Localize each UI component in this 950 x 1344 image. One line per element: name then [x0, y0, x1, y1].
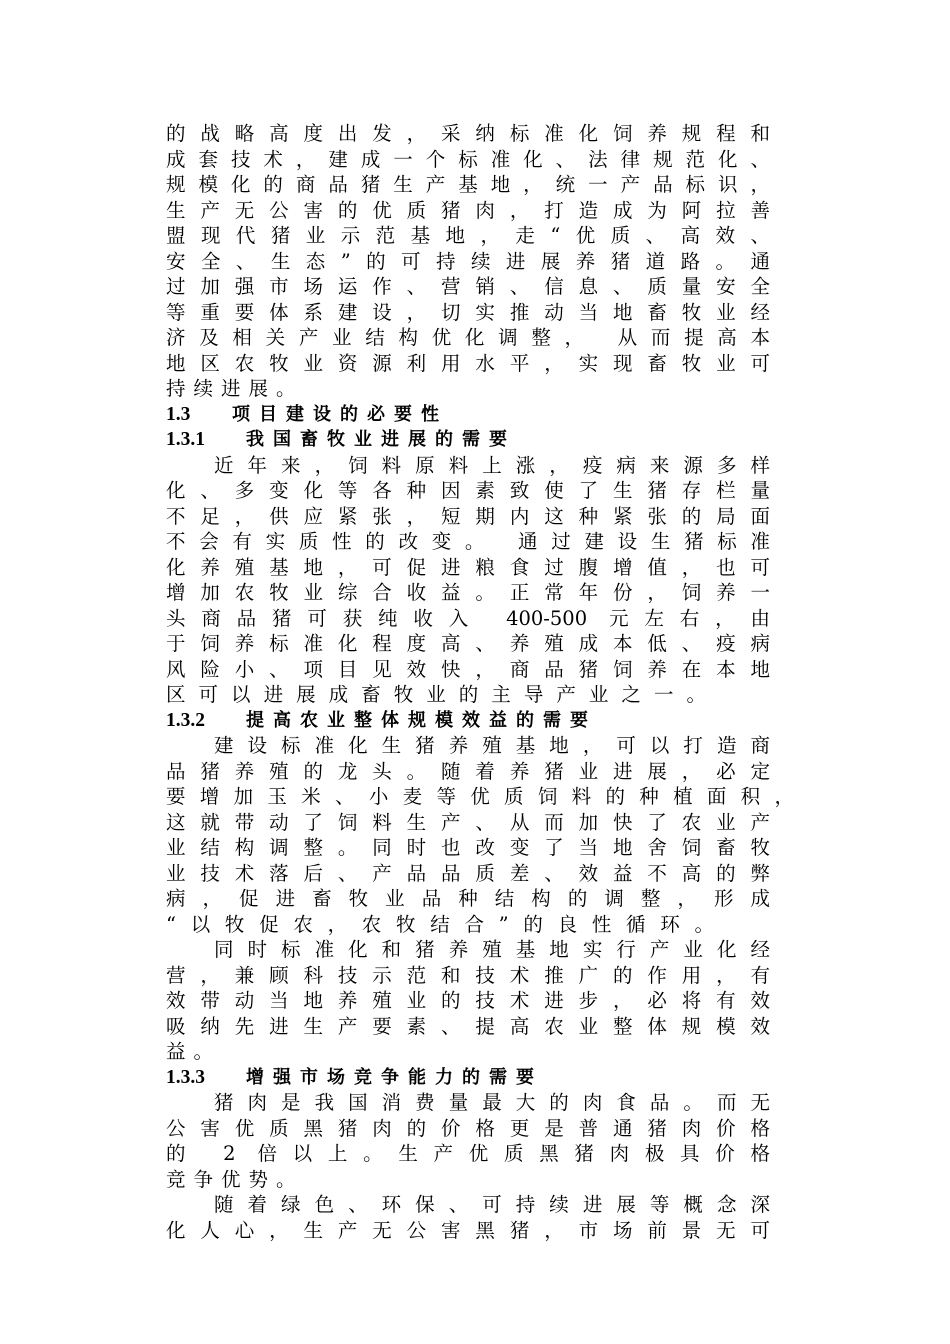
text-line: 业结构调整。同时也改变了当地舍饲畜牧	[166, 836, 770, 859]
section-heading-1-3	[166, 402, 806, 428]
text-line: 等重要体系建设，切实推动当地畜牧业经	[166, 300, 770, 324]
text-line: 公害优质黑猪肉的价格更是普通猪肉价格	[166, 1116, 770, 1140]
text-line: 吸纳先进生产要素、提高农业整体规模效	[166, 1014, 770, 1038]
text-line: 头商品猪可获纯收入 400-500 元左右，由	[166, 606, 770, 630]
text-line: 业技术落后、产品品质差、效益不高的弊	[166, 861, 770, 885]
paragraph-1-3-3-a	[166, 1090, 806, 1192]
section-heading-1-3-3	[166, 1065, 806, 1091]
paragraph-1-3-2-b	[166, 937, 806, 1065]
text-line: 品猪养殖的龙头。随着养猪业进展，必定	[166, 759, 770, 783]
text-line: 规模化的商品猪生产基地，统一产品标识，	[166, 173, 770, 196]
text-line: 生产无公害的优质猪肉，打造成为阿拉善	[166, 198, 770, 222]
text-line: 竞争优势。	[166, 1167, 304, 1191]
section-number: 1.3.3	[166, 1066, 205, 1088]
text-line: 的 2 倍以上。生产优质黑猪肉极具价格	[166, 1142, 770, 1165]
text-line: 区可以进展成畜牧业的主导产业之一。	[166, 683, 706, 706]
text-line: 效带动当地养殖业的技术进步，必将有效	[166, 989, 770, 1012]
text-line: 于饲养标准化程度高、养殖成本低、疫病	[166, 632, 770, 655]
text-line: 风险小、项目见效快，商品猪饲养在本地	[166, 657, 770, 681]
paragraph-1-3-2-a	[166, 733, 806, 937]
section-number: 1.3.2	[166, 709, 205, 731]
section-number: 1.3.1	[166, 429, 205, 450]
section-title: 增强市场竞争能力的需要	[246, 1066, 543, 1088]
section-number: 1.3	[166, 403, 191, 425]
text-line: 化人心，生产无公害黑猪，市场前景无可	[166, 1218, 770, 1242]
document-page	[166, 121, 806, 1243]
text-line: 益。	[166, 1040, 222, 1063]
section-title: 我国畜牧业进展的需要	[246, 429, 516, 450]
text-line: “以牧促农，农牧结合”的良性循环。	[166, 912, 714, 936]
text-line: 的战略高度出发，采纳标准化饲养规程和	[166, 122, 770, 145]
text-line: 营，兼顾科技示范和技术推广的作用，有	[166, 963, 770, 987]
text-line: 成套技术，建成一个标准化、法律规范化、	[166, 147, 770, 171]
paragraph-intro-continuation	[166, 121, 806, 402]
text-line: 猪肉是我国消费量最大的肉食品。而无	[214, 1091, 770, 1114]
paragraph-1-3-1	[166, 453, 806, 708]
text-line: 安全、生态”的可持续进展养猪道路。通	[166, 249, 770, 273]
paragraph-1-3-3-b	[166, 1192, 806, 1243]
text-line: 过加强市场运作、营销、信息、质量安全	[166, 275, 770, 298]
text-line: 近年来，饲料原料上涨，疫病来源多样	[214, 453, 770, 477]
text-line: 随着绿色、环保、可持续进展等概念深	[214, 1193, 770, 1216]
section-title: 提高农业整体规模效益的需要	[246, 709, 597, 731]
text-line: 增加农牧业综合收益。正常年份，饲养一	[166, 581, 770, 604]
text-line: 持续进展。	[166, 377, 304, 400]
text-line: 盟现代猪业示范基地，走“优质、高效、	[166, 224, 770, 247]
text-line: 建设标准化生猪养殖基地，可以打造商	[214, 734, 770, 757]
section-title: 项目建设的必要性	[232, 403, 448, 425]
text-line: 不会有实质性的改变。 通过建设生猪标准	[166, 530, 770, 553]
section-heading-1-3-2	[166, 708, 806, 734]
text-line: 同时标准化和猪养殖基地实行产业化经	[214, 938, 770, 961]
text-line: 济及相关产业结构优化调整， 从而提高本	[166, 326, 770, 349]
text-line: 地区农牧业资源利用水平，实现畜牧业可	[166, 351, 770, 375]
text-line: 这就带动了饲料生产、从而加快了农业产	[166, 810, 770, 834]
section-heading-1-3-1	[166, 427, 806, 453]
text-line: 要增加玉米、小麦等优质饲料的种植面积，	[166, 785, 794, 808]
text-line: 不足，供应紧张，短期内这种紧张的局面	[166, 504, 770, 528]
text-line: 化、多变化等各种因素致使了生猪存栏量	[166, 479, 770, 502]
text-line: 化养殖基地，可促进粮食过腹增值，也可	[166, 555, 770, 579]
text-line: 病，促进畜牧业品种结构的调整，形成	[166, 887, 770, 910]
